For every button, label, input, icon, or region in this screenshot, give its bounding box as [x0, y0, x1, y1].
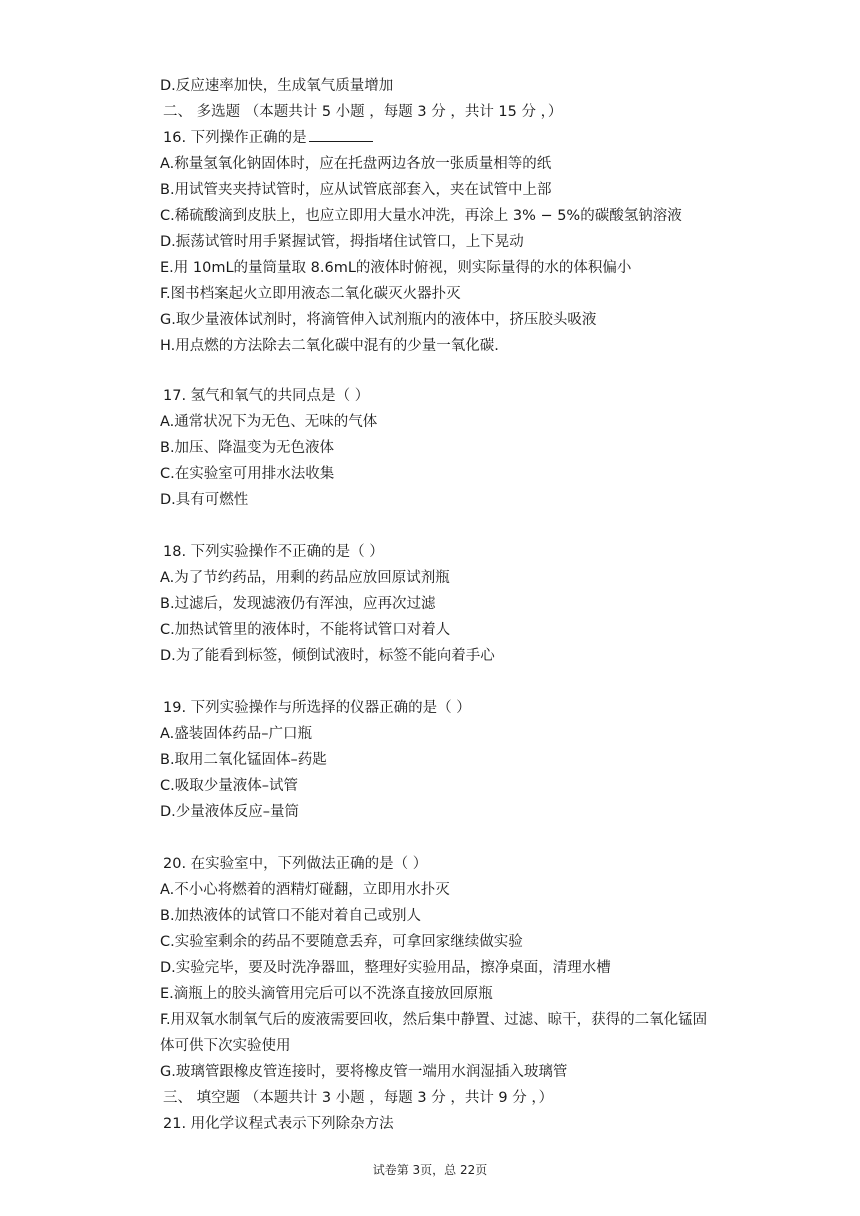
question-16-text: 16. 下列操作正确的是 — [163, 130, 307, 146]
option-16-e: E.用 10mL的量筒量取 8.6mL的液体时俯视，则实际量得的水的体积偏小 — [160, 260, 632, 276]
option-17-a: A.通常状况下为无色、无味的气体 — [160, 414, 378, 430]
question-21: 21. 用化学议程式表示下列除杂方法 — [163, 1116, 394, 1132]
option-20-f: F.用双氧水制氧气后的废液需要回收，然后集中静置、过滤、晾干，获得的二氧化锰固 — [160, 1012, 708, 1028]
option-20-b: B.加热液体的试管口不能对着自己或别人 — [160, 908, 422, 924]
question-19: 19. 下列实验操作与所选择的仪器正确的是（ ） — [163, 700, 471, 716]
question-16 — [163, 128, 373, 148]
option-19-d: D.少量液体反应–量筒 — [160, 804, 300, 820]
option-19-c: C.吸取少量液体–试管 — [160, 778, 298, 794]
option-15-d: D.反应速率加快，生成氧气质量增加 — [160, 78, 394, 94]
option-16-h: H.用点燃的方法除去二氧化碳中混有的少量一氧化碳. — [160, 338, 499, 354]
option-19-a: A.盛装固体药品–广口瓶 — [160, 726, 313, 742]
option-16-f: F.图书档案起火立即用液态二氧化碳灭火器扑灭 — [160, 286, 461, 302]
option-18-c: C.加热试管里的液体时，不能将试管口对着人 — [160, 622, 451, 638]
option-17-d: D.具有可燃性 — [160, 492, 249, 508]
option-20-c: C.实验室剩余的药品不要随意丢弃，可拿回家继续做实验 — [160, 934, 523, 950]
option-18-a: A.为了节约药品，用剩的药品应放回原试剂瓶 — [160, 570, 450, 586]
option-18-b: B.过滤后，发现滤液仍有浑浊，应再次过滤 — [160, 596, 436, 612]
option-18-d: D.为了能看到标签，倾倒试液时，标签不能向着手心 — [160, 648, 495, 664]
option-20-e: E.滴瓶上的胶头滴管用完后可以不洗涤直接放回原瓶 — [160, 986, 493, 1002]
option-16-c: C.稀硫酸滴到皮肤上，也应立即用大量水冲洗，再涂上 3% − 5%的碳酸氢钠溶液 — [160, 208, 682, 224]
option-16-a: A.称量氢氧化钠固体时，应在托盘两边各放一张质量相等的纸 — [160, 156, 552, 172]
option-20-d: D.实验完毕，要及时洗净器皿，整理好实验用品，擦净桌面，清理水槽 — [160, 960, 611, 976]
option-17-c: C.在实验室可用排水法收集 — [160, 466, 335, 482]
option-16-b: B.用试管夹夹持试管时，应从试管底部套入，夹在试管中上部 — [160, 182, 552, 198]
section-header-fill-in: 三、 填空题 （本题共计 3 小题 ，每题 3 分 ，共计 9 分 ，） — [163, 1090, 554, 1106]
section-header-multiple-choice: 二、 多选题 （本题共计 5 小题 ，每题 3 分 ，共计 15 分 ，） — [163, 104, 563, 120]
option-20-g: G.玻璃管跟橡皮管连接时，要将橡皮管一端用水润湿插入玻璃管 — [160, 1064, 568, 1080]
page-footer: 试卷第 3页，总 22页 — [372, 1163, 488, 1177]
question-18: 18. 下列实验操作不正确的是（ ） — [163, 544, 384, 560]
option-19-b: B.取用二氧化锰固体–药匙 — [160, 752, 327, 768]
option-16-g: G.取少量液体试剂时，将滴管伸入试剂瓶内的液体中，挤压胶头吸液 — [160, 312, 597, 328]
option-20-f-continued: 体可供下次实验使用 — [160, 1038, 291, 1054]
option-16-d: D.振荡试管时用手紧握试管，拇指堵住试管口，上下晃动 — [160, 234, 524, 250]
question-17: 17. 氢气和氧气的共同点是（ ） — [163, 388, 370, 404]
question-20: 20. 在实验室中，下列做法正确的是（ ） — [163, 856, 428, 872]
option-17-b: B.加压、降温变为无色液体 — [160, 440, 335, 456]
option-20-a: A.不小心将燃着的酒精灯碰翻，立即用水扑灭 — [160, 882, 450, 898]
answer-blank — [309, 128, 373, 142]
